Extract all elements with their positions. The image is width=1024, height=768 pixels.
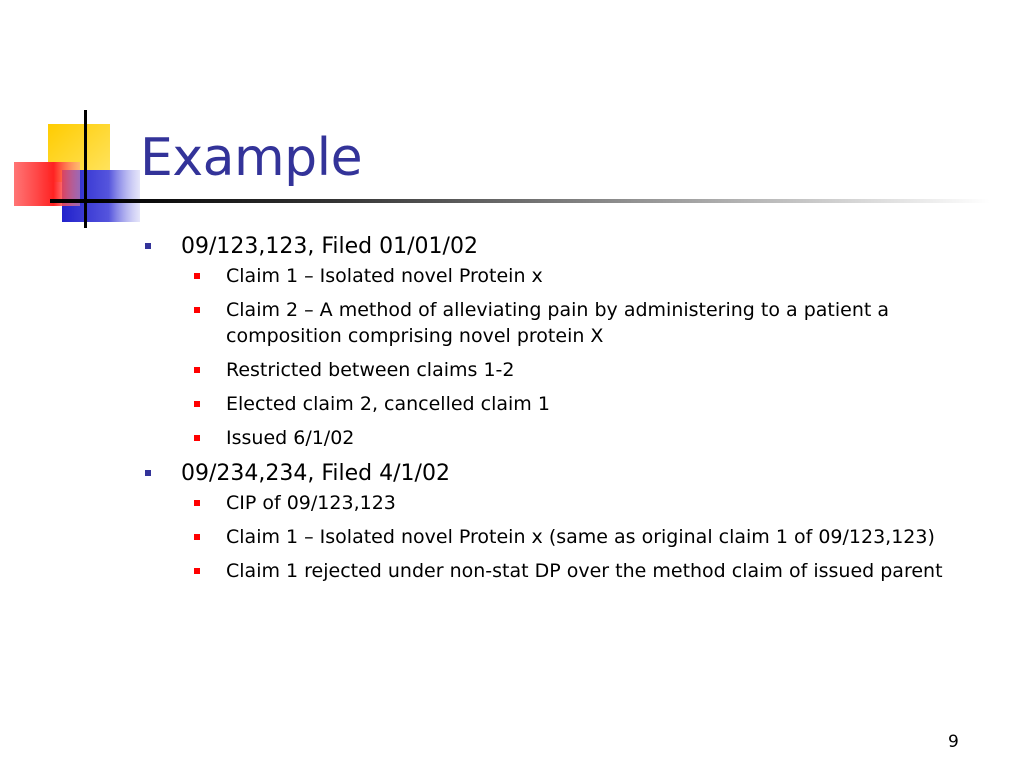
title-divider: [50, 199, 990, 203]
sub-bullet-list: [181, 263, 1000, 451]
slide-title: Example: [140, 128, 363, 188]
bullet-text: Restricted between claims 1-2: [226, 359, 515, 381]
square-bullet-icon: [194, 534, 200, 540]
square-bullet-icon: [194, 401, 200, 407]
list-item: [181, 263, 1000, 289]
list-item: [181, 391, 1000, 417]
square-bullet-icon: [194, 273, 200, 279]
bullet-text: Elected claim 2, cancelled claim 1: [226, 393, 550, 415]
list-item: [181, 524, 1000, 550]
square-bullet-icon: [194, 435, 200, 441]
list-item: [181, 558, 1000, 584]
list-item: [181, 297, 1000, 349]
bullet-text: Claim 1 – Isolated novel Protein x (same as original claim 1 of 09/123,123): [226, 526, 935, 548]
bullet-text: Claim 1 – Isolated novel Protein x: [226, 265, 543, 287]
square-bullet-icon: [194, 568, 200, 574]
square-bullet-icon: [194, 500, 200, 506]
list-item: [181, 425, 1000, 451]
square-bullet-icon: [194, 307, 200, 313]
bullet-text: 09/123,123, Filed 01/01/02: [181, 234, 478, 259]
square-bullet-icon: [145, 243, 151, 249]
bullet-list: [140, 232, 1000, 584]
bullet-text: 09/234,234, Filed 4/1/02: [181, 461, 450, 486]
list-item: [140, 232, 1000, 451]
bullet-text: Claim 1 rejected under non-stat DP over the method claim of issued parent: [226, 560, 943, 582]
slide-body: [140, 232, 1000, 592]
sub-bullet-list: [181, 490, 1000, 584]
bullet-text: Claim 2 – A method of alleviating pain by administering to a patient a composition comprising novel protein X: [226, 299, 889, 347]
bullet-text: CIP of 09/123,123: [226, 492, 396, 514]
list-item: [181, 357, 1000, 383]
square-bullet-icon: [145, 470, 151, 476]
square-bullet-icon: [194, 367, 200, 373]
decorative-logo-icon: [0, 0, 200, 240]
list-item: [181, 490, 1000, 516]
bullet-text: Issued 6/1/02: [226, 427, 355, 449]
list-item: [140, 459, 1000, 584]
page-number: 9: [948, 732, 959, 752]
